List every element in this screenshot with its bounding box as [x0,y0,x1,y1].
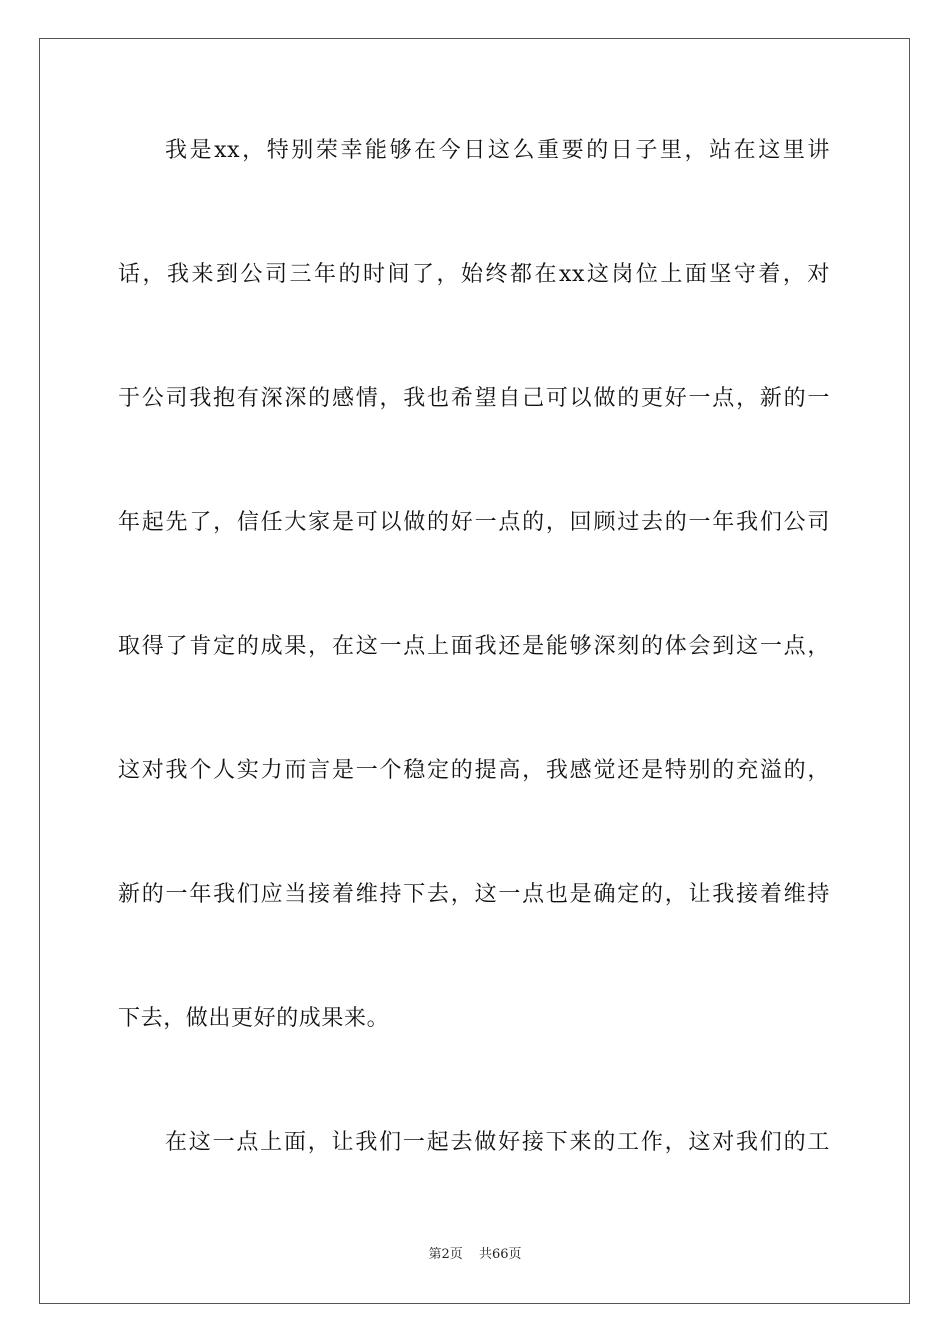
paragraph-1-line-2: 话，我来到公司三年的时间了，始终都在xx这岗位上面坚守着，对 [118,262,830,287]
paragraph-1-line-8: 下去，做出更好的成果来。 [118,1006,390,1031]
page-frame [39,38,910,1304]
paragraph-1-line-1: 我是xx，特别荣幸能够在今日这么重要的日子里，站在这里讲 [165,138,830,163]
paragraph-1-line-3: 于公司我抱有深深的感情，我也希望自己可以做的更好一点，新的一 [118,386,830,411]
paragraph-1-line-6: 这对我个人实力而言是一个稳定的提高，我感觉还是特别的充溢的， [118,758,830,783]
paragraph-1-line-4: 年起先了，信任大家是可以做的好一点的，回顾过去的一年我们公司 [118,510,830,535]
page-footer [0,1246,950,1264]
paragraph-2-line-1: 在这一点上面，让我们一起去做好接下来的工作，这对我们的工 [165,1130,830,1155]
paragraph-1-line-7: 新的一年我们应当接着维持下去，这一点也是确定的，让我接着维持 [118,882,830,907]
page-number: 第2页 [428,1247,463,1262]
paragraph-1-line-5: 取得了肯定的成果，在这一点上面我还是能够深刻的体会到这一点， [118,634,830,659]
page-total: 共66页 [478,1247,522,1262]
